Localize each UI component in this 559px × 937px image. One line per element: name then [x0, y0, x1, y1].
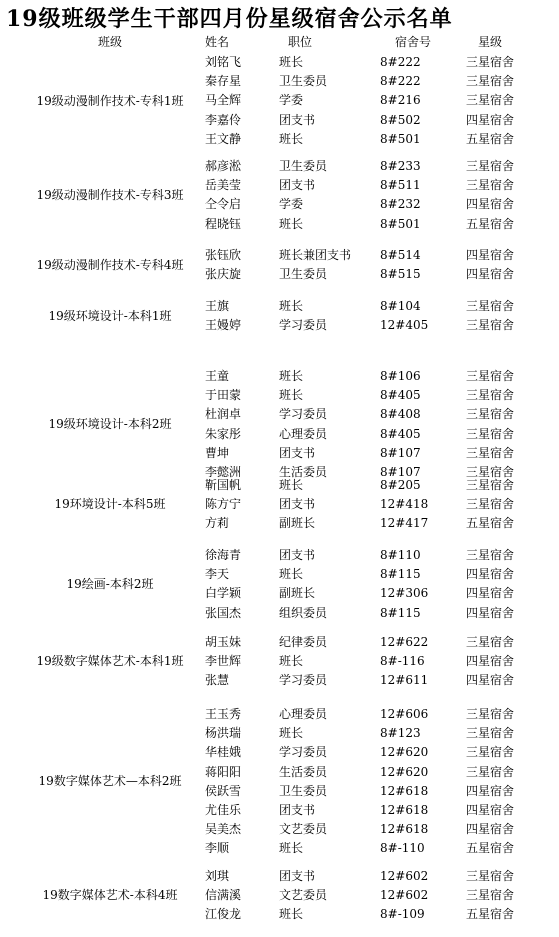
student-role: 班长 — [279, 388, 304, 403]
star-rating: 四星宿舍 — [466, 673, 515, 688]
dorm-number: 8#-116 — [380, 654, 425, 669]
star-rating: 五星宿舍 — [466, 131, 515, 146]
student-name: 杜润卓 — [205, 407, 242, 422]
dorm-number: 12#417 — [380, 516, 429, 531]
star-rating: 四星宿舍 — [466, 267, 515, 282]
student-name: 胡玉妹 — [205, 635, 242, 649]
star-rating: 三星宿舍 — [466, 178, 515, 193]
star-rating: 四星宿舍 — [466, 803, 515, 817]
class-name: 19级动漫制作技术-专科1班 — [36, 93, 184, 108]
dorm-number: 8#205 — [380, 478, 421, 492]
dorm-number: 8#115 — [380, 605, 421, 620]
student-role: 副班长 — [279, 516, 316, 531]
dorm-number: 12#620 — [380, 745, 429, 760]
class-name: 19环境设计-本科5班 — [54, 497, 166, 512]
star-rating: 三星宿舍 — [466, 726, 515, 741]
star-rating: 四星宿舍 — [466, 783, 515, 798]
dorm-number: 12#618 — [380, 803, 429, 817]
student-name: 蒋阳阳 — [205, 764, 242, 779]
student-name: 朱家彤 — [205, 426, 242, 441]
student-role: 学委 — [279, 197, 304, 212]
student-role: 班长 — [279, 216, 304, 231]
student-name: 王嫚婷 — [205, 318, 242, 333]
student-name: 张庆旋 — [205, 267, 242, 282]
student-role: 组织委员 — [279, 605, 328, 620]
dorm-number: 12#602 — [380, 869, 429, 883]
student-role: 班长 — [279, 131, 304, 146]
star-rating: 三星宿舍 — [466, 497, 515, 512]
student-name: 尤佳乐 — [205, 803, 242, 817]
dorm-number: 8#-110 — [380, 841, 425, 856]
header-role: 职位 — [288, 35, 313, 49]
student-role: 卫生委员 — [279, 267, 328, 282]
student-role: 纪律委员 — [279, 635, 328, 649]
dorm-number: 8#501 — [380, 216, 421, 231]
student-name: 李懿洲 — [205, 465, 242, 479]
dorm-number: 8#216 — [380, 93, 421, 108]
star-rating: 三星宿舍 — [466, 869, 515, 883]
star-rating: 四星宿舍 — [466, 567, 515, 582]
student-role: 卫生委员 — [279, 74, 328, 89]
student-name: 信满溪 — [205, 888, 242, 903]
star-rating: 三星宿舍 — [466, 707, 515, 721]
student-role: 团支书 — [279, 803, 316, 817]
dorm-number: 8#222 — [380, 74, 421, 89]
student-name: 李天 — [205, 567, 230, 582]
student-role: 心理委员 — [279, 707, 328, 721]
class-name: 19级数字媒体艺术-本科1班 — [36, 654, 184, 669]
student-name: 马全辉 — [205, 93, 242, 108]
student-name: 王童 — [205, 369, 230, 383]
student-name: 程晓钰 — [205, 216, 242, 231]
star-rating: 四星宿舍 — [466, 605, 515, 620]
dorm-number: 8#107 — [380, 445, 421, 460]
star-rating: 四星宿舍 — [466, 197, 515, 212]
student-role: 学习委员 — [279, 318, 328, 333]
dorm-number: 8#-109 — [380, 907, 425, 922]
header-class: 班级 — [97, 35, 122, 49]
student-name: 郝彦淞 — [205, 159, 242, 173]
dorm-number: 8#511 — [380, 178, 421, 193]
student-name: 张钰欣 — [205, 248, 242, 262]
star-rating: 五星宿舍 — [466, 907, 515, 922]
student-name: 张国杰 — [205, 605, 242, 620]
student-role: 班长 — [279, 907, 304, 922]
star-rating: 四星宿舍 — [466, 822, 515, 837]
student-name: 陈方宁 — [205, 497, 242, 512]
dorm-number: 12#306 — [380, 586, 429, 601]
student-role: 学委 — [279, 93, 304, 108]
student-name: 于田蒙 — [205, 388, 242, 403]
student-role: 文艺委员 — [279, 888, 328, 903]
star-rating: 三星宿舍 — [466, 318, 515, 333]
star-rating: 三星宿舍 — [466, 55, 515, 69]
student-name: 杨洪瑞 — [205, 726, 242, 741]
student-name: 王玉秀 — [205, 707, 242, 721]
student-role: 班长兼团支书 — [279, 248, 352, 262]
student-name: 岳美莹 — [205, 178, 242, 193]
class-name: 19级环境设计-本科2班 — [48, 417, 172, 432]
student-name: 华桂娥 — [205, 745, 242, 760]
class-name: 19级动漫制作技术-专科3班 — [36, 187, 184, 202]
student-role: 班长 — [279, 299, 304, 313]
star-rating: 三星宿舍 — [466, 426, 515, 441]
dorm-number: 8#405 — [380, 426, 421, 441]
student-name: 侯跃雪 — [205, 783, 242, 798]
dorm-number: 12#606 — [380, 707, 429, 721]
dorm-number: 8#222 — [380, 55, 421, 69]
dorm-number: 8#232 — [380, 197, 421, 212]
student-role: 学习委员 — [279, 673, 328, 688]
student-role: 文艺委员 — [279, 822, 328, 837]
star-rating: 三星宿舍 — [466, 888, 515, 903]
student-role: 卫生委员 — [279, 159, 328, 173]
star-rating: 五星宿舍 — [466, 841, 515, 856]
dorm-number: 12#611 — [380, 673, 429, 688]
page-title: 19级班级学生干部四月份星级宿舍公示名单 — [6, 6, 453, 32]
dorm-number: 8#107 — [380, 465, 421, 479]
dorm-number: 12#602 — [380, 888, 429, 903]
star-rating: 三星宿舍 — [466, 93, 515, 108]
dorm-number: 8#106 — [380, 369, 421, 383]
star-rating: 三星宿舍 — [466, 764, 515, 779]
dorm-number: 12#418 — [380, 497, 429, 512]
student-name: 江俊龙 — [205, 907, 242, 922]
student-role: 班长 — [279, 654, 304, 669]
student-role: 班长 — [279, 478, 304, 492]
student-name: 李世辉 — [205, 654, 242, 669]
class-name: 19级动漫制作技术-专科4班 — [36, 257, 184, 272]
student-role: 班长 — [279, 726, 304, 741]
student-name: 刘铭飞 — [205, 55, 242, 69]
dorm-number: 8#502 — [380, 112, 421, 127]
student-name: 李嘉伶 — [205, 112, 242, 127]
student-name: 靳国帆 — [205, 478, 242, 492]
star-rating: 三星宿舍 — [466, 388, 515, 403]
student-role: 生活委员 — [279, 764, 328, 779]
student-role: 班长 — [279, 841, 304, 856]
dorm-number: 8#514 — [380, 248, 421, 262]
star-rating: 五星宿舍 — [466, 216, 515, 231]
student-name: 徐海青 — [205, 548, 242, 562]
dorm-number: 8#123 — [380, 726, 421, 741]
star-rating: 三星宿舍 — [466, 548, 515, 562]
student-role: 班长 — [279, 55, 304, 69]
student-name: 张慧 — [205, 673, 230, 688]
student-role: 团支书 — [279, 112, 316, 127]
student-name: 王文静 — [205, 131, 242, 146]
star-rating: 三星宿舍 — [466, 407, 515, 422]
student-role: 心理委员 — [279, 426, 328, 441]
class-name: 19数字媒体艺术-本科4班 — [42, 888, 178, 903]
header-name: 姓名 — [205, 35, 230, 49]
star-rating: 三星宿舍 — [466, 299, 515, 313]
dorm-number: 8#115 — [380, 567, 421, 582]
star-rating: 三星宿舍 — [466, 478, 515, 492]
student-role: 班长 — [279, 369, 304, 383]
star-rating: 五星宿舍 — [466, 516, 515, 531]
dorm-number: 12#405 — [380, 318, 429, 333]
student-role: 团支书 — [279, 178, 316, 193]
dorm-number: 8#110 — [380, 548, 421, 562]
student-name: 李顺 — [205, 841, 230, 856]
student-name: 秦存星 — [205, 74, 242, 89]
student-role: 学习委员 — [279, 745, 328, 760]
header-star: 星级 — [478, 35, 503, 49]
dorm-number: 8#405 — [380, 388, 421, 403]
star-rating: 四星宿舍 — [466, 248, 515, 262]
star-rating: 三星宿舍 — [466, 465, 515, 479]
student-role: 生活委员 — [279, 465, 328, 479]
dorm-number: 8#408 — [380, 407, 421, 422]
star-rating: 三星宿舍 — [466, 745, 515, 760]
student-role: 班长 — [279, 567, 304, 582]
class-name: 19数字媒体艺术—本科2班 — [38, 774, 182, 789]
dorm-number: 12#620 — [380, 764, 429, 779]
student-name: 方莉 — [205, 516, 230, 531]
student-name: 白学颖 — [205, 586, 242, 601]
class-name: 19级环境设计-本科1班 — [48, 308, 172, 323]
student-role: 团支书 — [279, 497, 316, 512]
star-rating: 四星宿舍 — [466, 112, 515, 127]
student-role: 团支书 — [279, 445, 316, 460]
header-room: 宿舍号 — [395, 35, 432, 49]
student-name: 王旗 — [205, 299, 230, 313]
student-role: 副班长 — [279, 586, 316, 601]
dorm-number: 8#233 — [380, 159, 421, 173]
student-name: 仝令启 — [205, 197, 242, 212]
dorm-number: 12#618 — [380, 783, 429, 798]
dorm-number: 8#501 — [380, 131, 421, 146]
dorm-number: 12#618 — [380, 822, 429, 837]
student-role: 卫生委员 — [279, 783, 328, 798]
star-rating: 三星宿舍 — [466, 445, 515, 460]
star-rating: 四星宿舍 — [466, 654, 515, 669]
dorm-number: 8#104 — [380, 299, 421, 313]
star-rating: 三星宿舍 — [466, 635, 515, 649]
dorm-number: 12#622 — [380, 635, 429, 649]
student-name: 吴美杰 — [205, 822, 242, 837]
student-name: 刘琪 — [205, 869, 230, 883]
student-role: 学习委员 — [279, 407, 328, 422]
star-rating: 三星宿舍 — [466, 369, 515, 383]
dorm-number: 8#515 — [380, 267, 421, 282]
student-role: 团支书 — [279, 869, 316, 883]
star-rating: 三星宿舍 — [466, 159, 515, 173]
star-rating: 三星宿舍 — [466, 74, 515, 89]
star-rating: 四星宿舍 — [466, 586, 515, 601]
student-role: 团支书 — [279, 548, 316, 562]
student-name: 曹坤 — [205, 445, 230, 460]
class-name: 19绘画-本科2班 — [66, 576, 154, 591]
